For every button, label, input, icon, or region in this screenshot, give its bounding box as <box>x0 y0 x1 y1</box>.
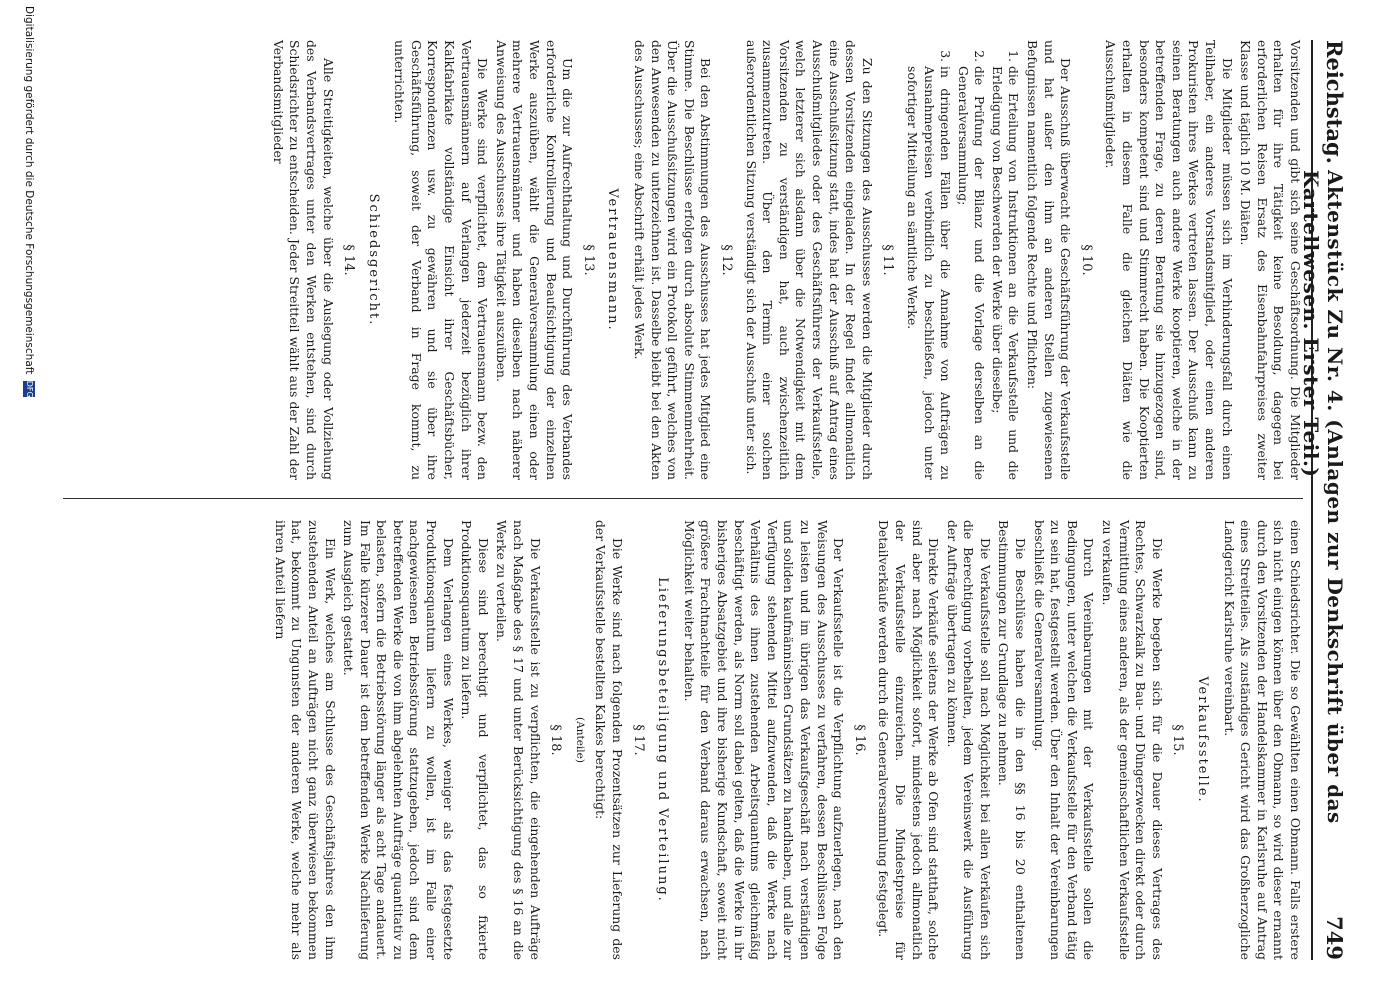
subheading-lieferung: Lieferungsbeteiligung und Verteilung. <box>655 577 671 903</box>
right-column <box>269 520 1303 960</box>
paragraph: Vorsitzenden und gibt sich seine Geschäftsordnung. Die Mitglieder erhalten für ihre Tätigkeit keine Besoldung, dagegen bei erforderlichen Reisen Ersatz des Eisenbahnfahrpreises zweiter Klasse und täglich 10 M. Diäten. <box>1238 40 1303 480</box>
paragraph: Durch Vereinbarungen mit der Verkaufsstelle sollen die Bedingungen, unter welchen die Verkaufsstelle für den Verband tätig zu sein hat, festgestellt werden. Über den Inhalt der Vereinbarungen beschließt die Generalversammlung. <box>1031 520 1097 960</box>
column-divider <box>63 498 1303 499</box>
paragraph: Dem Verlangen eines Werkes, weniger als das festgesetzte Produktionsquantum liefern zu wollen, ist im Falle einer nachgewiesenen Betriebsstörung stattzugeben, jedoch sind dem betreffenden Werke die von ihm abgelehnten Aufträge quantitativ zu belasten, sofern die Betriebsstörung länger als acht Tage andauert. Im Falle kürzerer Dauer ist dem betreffenden Werke Nachlieferung zum Ausgleich gestattet. <box>341 520 456 960</box>
paragraph: Die Werke begeben sich für die Dauer dieses Vertrages des Rechtes, Schwarzkalk zu Bau- und Düngerzwecken direkt oder durch Vermittlung eines anderen, als der gemeinschaftlichen Verkaufsstelle zu verkaufen. <box>1100 520 1165 960</box>
paragraph: Die Beschlüsse haben die in den §§ 16 bis 20 enthaltenen Bestimmungen zur Grundlage zu nehmen. <box>996 520 1029 960</box>
paragraph: Die Verkaufsstelle ist zu verpflichten, die eingehenden Aufträge nach Maßgabe des § 17 und unter Berücksichtigung des § 16 an die Werke zu verteilen. <box>494 520 543 960</box>
paragraph: einen Schiedsrichter. Die so Gewählten einen Obmann. Falls erstere sich nicht einigen können über den Obmann, so wird dieser ernannt durch den Vorsitzenden der Handelskammer in Karlsruhe auf Antrag eines Streitteiles. Als zuständiges Gericht wird das Großherzogliche Landgericht Karlsruhe vereinbart. <box>1221 520 1303 960</box>
section-heading-15: § 15. <box>1170 724 1186 756</box>
section-heading-17: § 17. <box>630 724 646 756</box>
paragraph: Die Werke sind nach folgenden Prozentsätzen zur Lieferung des der Verkaufsstelle bestellten Kalkes berechtigt: <box>593 520 626 960</box>
paragraph: Um die zur Aufrechthaltung und Durchführung des Verbandes erforderliche Kontrollierung und Beaufsichtigung der einzelnen Werke auszuüben, wählt die Generalversammlung einen oder mehrere Vertrauensmänner und haben dieselben nach näherer Anweisung des Ausschusses ihre Tätigkeit auszuüben. <box>493 40 576 480</box>
paragraph: Direkte Verkäufe seitens der Werke ab Ofen sind statthaft, solche sind aber nach Möglichkeit sofort, mindestens jedoch allmonatlich der Verkaufsstelle einzureichen. Die Mindestpreise für Detailverkäufe werden durch die Generalversammlung festgelegt. <box>876 520 942 960</box>
section-10-list <box>903 40 1021 480</box>
list-item: 2. die Prüfung der Bilanz und die Vorlage derselben an die Generalversammlung; <box>954 66 987 480</box>
paragraph: Die Verkaufsstelle soll nach Möglichkeit bei allen Verkäufen sich die Berechtigung vorbehalten, jedem Vereinswerk die Ausführung der Aufträge übertragen zu können. <box>944 520 993 960</box>
list-item: 3. in dringenden Fällen über die Annahme von Aufträgen zu Ausnahmepreisen verbindlich zu beschließen, jedoch unter sofortiger Mitteilung an sämtliche Werke. <box>903 66 953 480</box>
page-number: 749 <box>1322 916 1347 960</box>
digitization-credit <box>23 0 35 1006</box>
header-title: Aktenstück Zu Nr. 4. (Anlagen zur Denkschrift über das Kartellwesen. Erster Teil.) <box>1299 170 1347 824</box>
paragraph: Bei den Abstimmungen des Ausschusses hat jedes Mitglied eine Stimme. Die Beschlüsse erfolgen durch absolute Stimmenmehrheit. Über die Ausschußsitzungen wird ein Protokoll geführt, welches von den Anwesenden zu unterzeichnen ist. Dasselbe bleibt bei den Akten des Ausschusses; eine Abschrift erhält jedes Werk. <box>632 40 714 480</box>
paragraph: Die Werke sind verpflichtet, dem Vertrauensmann bezw. den Vertrauensmännern auf Verlangen jederzeit bezüglich ihrer Kalkfabrikate vollständige Einsicht ihrer Geschäftsbücher, Korrespondenzen usw. zu gewähren und sie über ihre Geschäftsführung, soweit der Verband in Frage kommt, zu unterrichten. <box>392 40 491 480</box>
paragraph: Diese sind berechtigt und verpflichtet, das so fixierte Produktionsquantum zu liefern. <box>459 520 491 960</box>
section-heading-13: § 13. <box>580 244 596 276</box>
section-heading-12: § 12. <box>719 244 734 276</box>
section-heading-14: § 14. <box>341 244 357 276</box>
paragraph: Der Ausschuß überwacht die Geschäftsführung der Verkaufsstelle und hat außer den ihm an anderen Stellen zugewiesenen Befugnissen namentlich folgende Rechte und Pflichten: <box>1025 40 1074 480</box>
section-heading-11: § 11. <box>880 244 896 276</box>
page-header <box>1299 40 1353 960</box>
subheading-verkaufsstelle: Verkaufsstelle. <box>1195 676 1211 804</box>
paragraph: Zu den Sitzungen des Ausschusses werden die Mitglieder durch dessen Vorsitzenden eingeladen. In der Regel findet allmonatlich eine Ausschußsitzung statt, indes hat der Ausschuß auf Antrag eines Ausschußmitgliedes oder des Geschäftsführers der Verkaufsstelle, welch letzterer sich alsdann über die Notwendigkeit mit dem Vorsitzenden zu verständigen hat, auch zwischenzeitlich zusammenzutreten. Über den Termin einer solchen außerordentlichen Sitzung verständigt sich der Ausschuß unter sich. <box>743 40 875 480</box>
section-heading-16: § 16. <box>851 724 867 756</box>
section-heading-10: § 10. <box>1078 244 1094 276</box>
subheading-vertrauensmann: Vertrauensmann. <box>605 188 621 332</box>
section-heading-18: § 18. <box>548 724 564 756</box>
anteile-note: (Anteile) <box>573 717 586 763</box>
list-item: 1. die Erteilung von Instruktionen an die Verkaufsstelle und die Erledigung von Beschwerden der Werke über dieselbe; <box>988 66 1021 480</box>
left-column <box>267 40 1303 480</box>
subheading-schiedsgericht: Schiedsgericht. <box>365 193 381 327</box>
paragraph: Alle Streitigkeiten, welche über die Auslegung oder Vollziehung des Verbandsvertrages unter den Werken entstehen, sind durch Schiedsrichter zu entscheiden. Jeder Streitteil wählt aus der Zahl der Verbandsmitglieder <box>270 40 336 480</box>
credit-text: Digitalisierung gefördert durch die Deutsche Forschungsgemeinschaft <box>23 6 35 375</box>
paragraph: Der Verkaufsstelle ist die Verpflichtung aufzuerlegen, nach den Weisungen des Ausschusses zu verfahren, dessen Beschlüssen Folge zu leisten und im übrigen das Verkaufsgeschäft nach verständigen und soliden kaufmännischen Grundsätzen zu handhaben, und alle zur Verfügung stehenden Mittel aufzuwenden, daß die Werke nach Verhältnis des ihnen zustehenden Arbeitsquantums gleichmäßig beschäftigt werden, als Norm soll dabei gelten, daß die Werke in ihr bisheriges Absatzgebiet und ihre bisherige Kundschaft, soweit nicht größere Frachtnachteile für den Verband daraus erwachsen, nach Möglichkeit weiter behalten. <box>681 520 847 960</box>
paragraph: Ein Werk, welches am Schlusse des Geschäftsjahres den ihm zustehenden Anteil an Aufträgen nicht ganz überwiesen bekommen hat, bekommt zu Ungunsten der anderen Werke, welche mehr als ihren Anteil liefern <box>272 520 338 960</box>
dfg-logo-icon: DFG <box>25 380 34 398</box>
paragraph: Die Mitglieder müssen sich im Verhinderungsfall durch einen Teilhaber, ein anderes Vorstandsmitglied, oder einen anderen Prokuristen ihres Werkes vertreten lassen. Der Ausschuß kann zu seinen Beratungen auch andere Werke kooptieren, welche in der betreffenden Frage, zu deren Beratung sie hinzugezogen sind, besonders kompetent sind und Stimmrecht haben. Die Kooptierten erhalten in diesem Falle die gleichen Diäten wie die Ausschußmitglieder. <box>1103 40 1235 480</box>
header-left: Reichstag. <box>1322 40 1347 164</box>
